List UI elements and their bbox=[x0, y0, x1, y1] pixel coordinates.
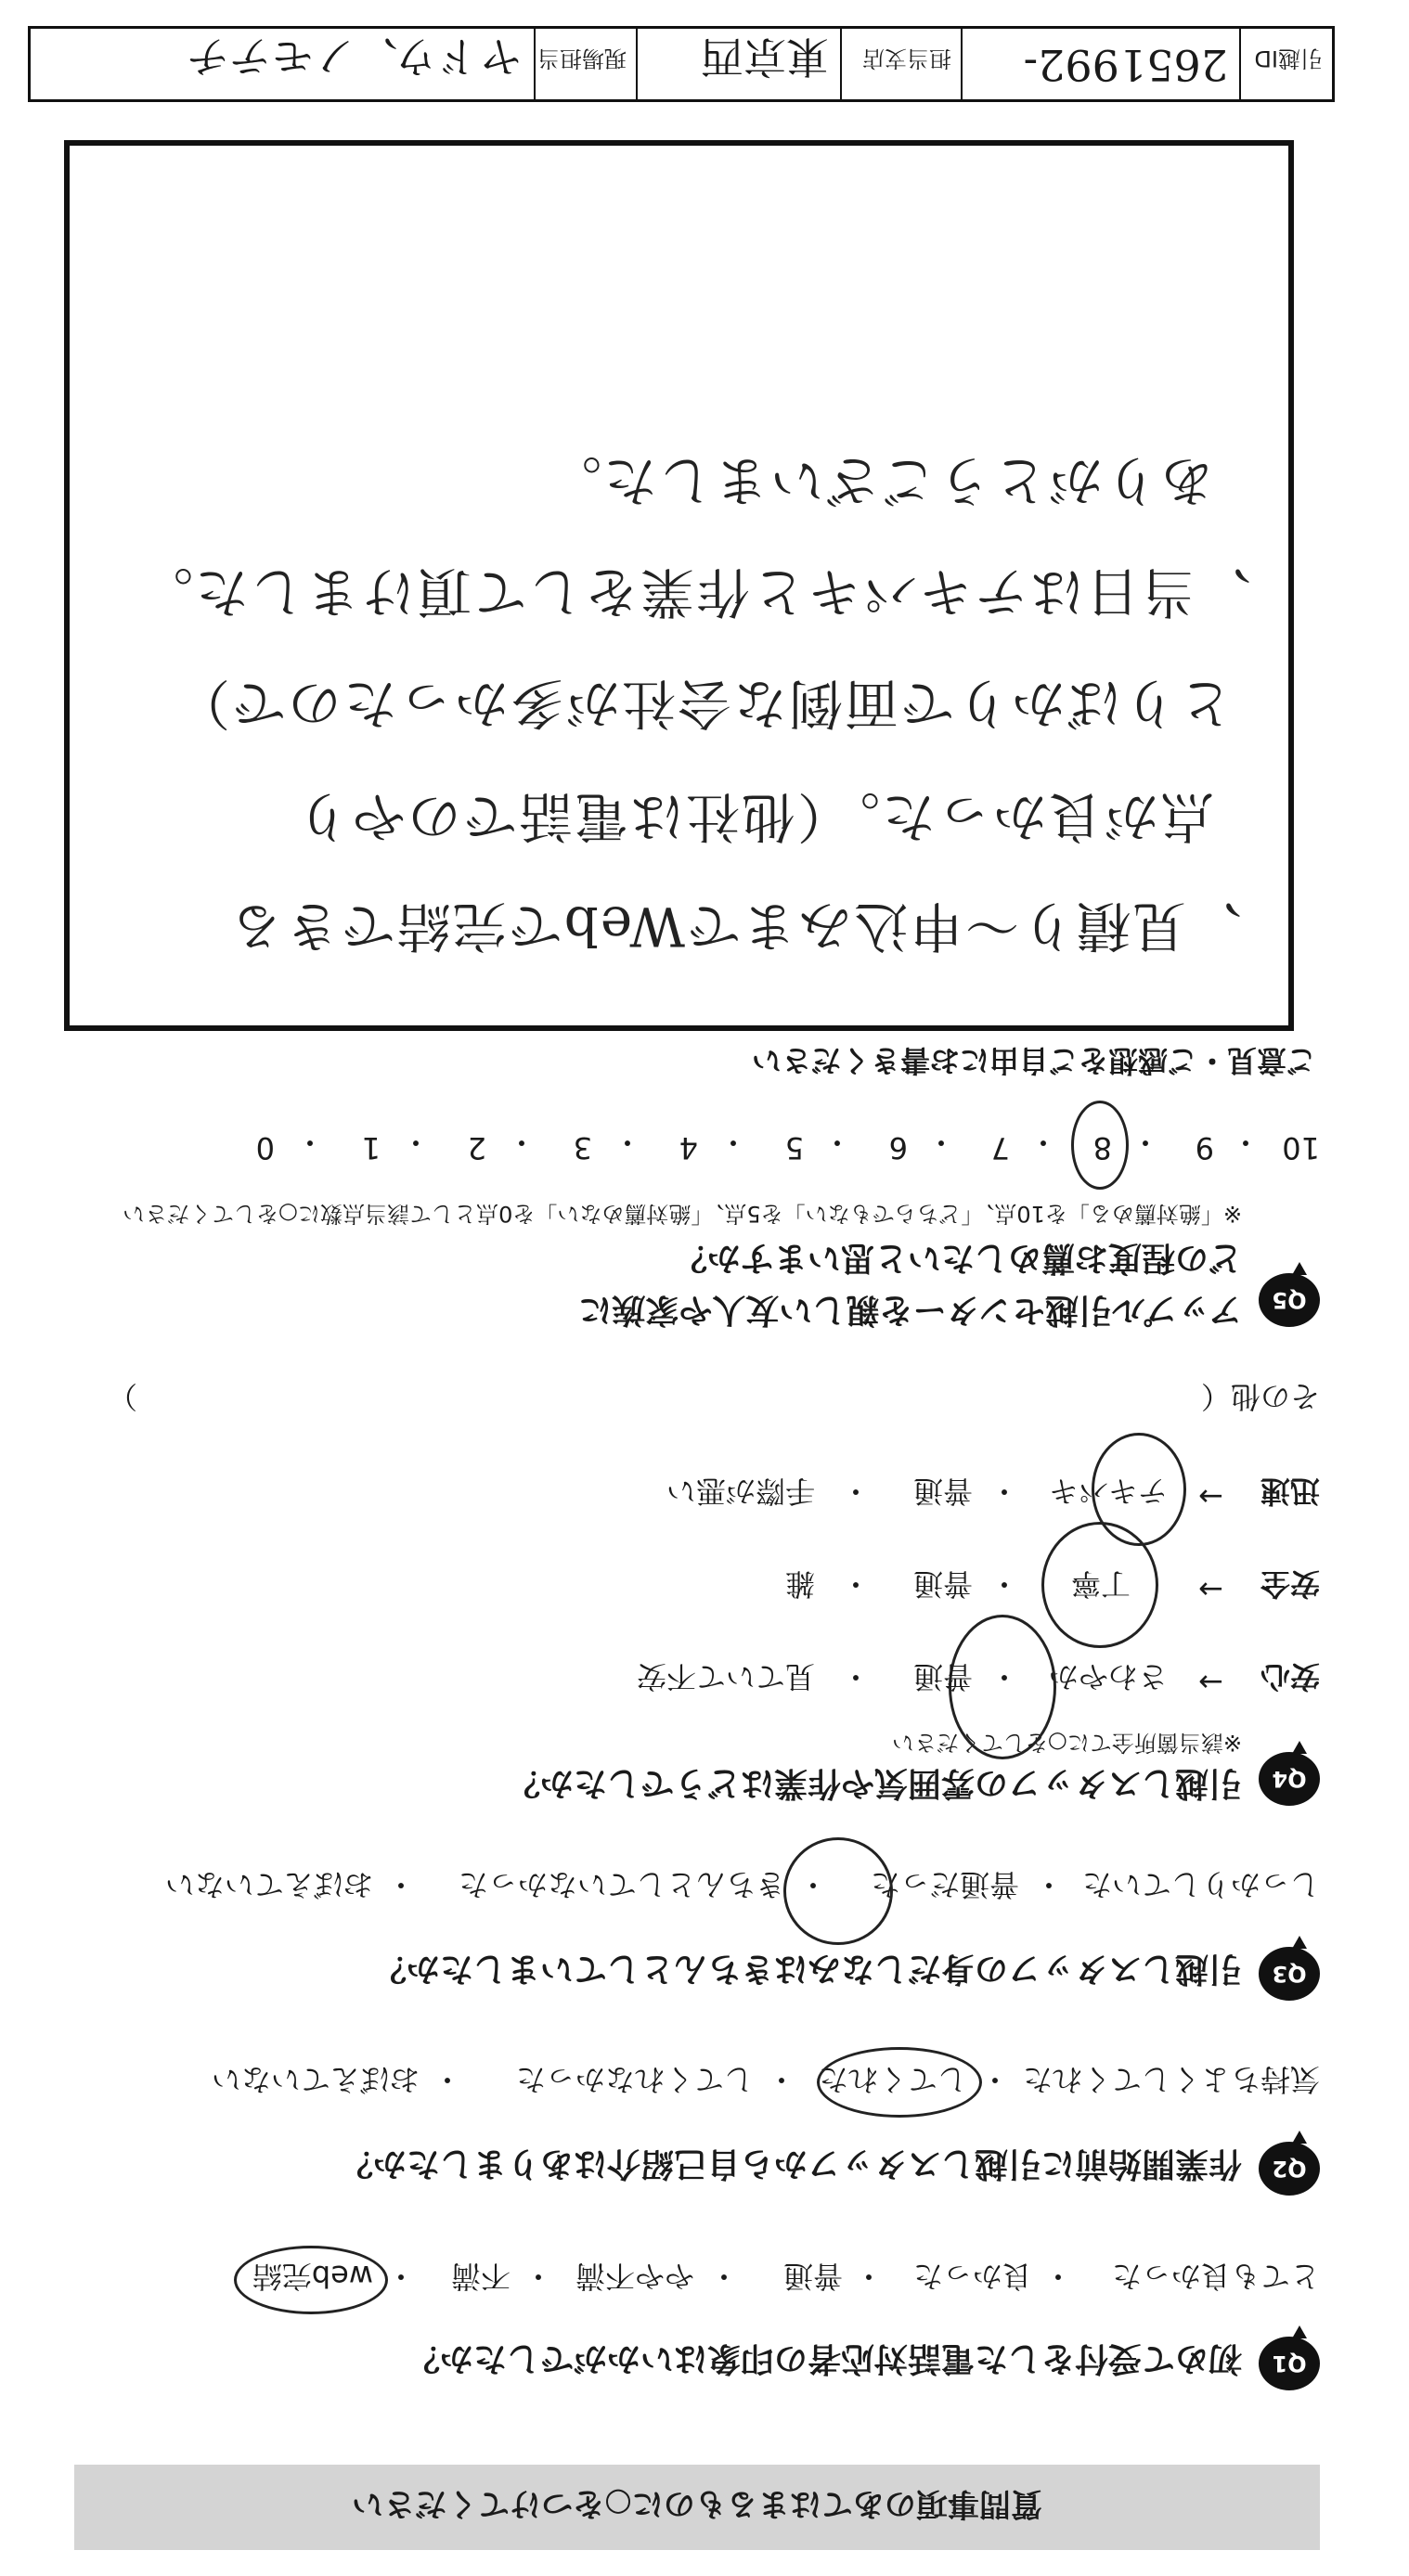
option-separator: ・ bbox=[1130, 1125, 1160, 1160]
q4-option[interactable]: 雑 bbox=[784, 1566, 815, 1602]
staff-info-table bbox=[28, 26, 1335, 102]
id-label-cell bbox=[1239, 29, 1332, 99]
q1-badge-icon: Q1 bbox=[1259, 2337, 1320, 2390]
q2-option[interactable]: 気持ちよくしてくれた bbox=[1022, 2062, 1320, 2097]
q5-note: ※「絶対薦める」を10点、「どちらでもない」を5点、「絶対薦めない」を0点として該当点数に○をしてください bbox=[123, 1201, 1242, 1227]
q1-question: 初めて受付をした電話対応者の印象はいかがでしたか？ bbox=[406, 2339, 1242, 2377]
row-label: 安全 bbox=[1260, 1566, 1320, 1602]
comment-line: とりばかりで面倒な会社が多かったので） bbox=[174, 672, 1233, 735]
option-separator: ・ bbox=[717, 1125, 748, 1160]
score-option[interactable]: 0 bbox=[255, 1130, 275, 1166]
branch-value-cell bbox=[636, 29, 840, 99]
arrow-icon: → bbox=[1198, 1572, 1223, 1607]
option-separator: ・ bbox=[385, 1867, 416, 1902]
option-separator: ・ bbox=[840, 1566, 871, 1602]
score-option-selected[interactable]: 8 bbox=[1092, 1130, 1112, 1166]
q5-badge-icon: Q5 bbox=[1259, 1273, 1320, 1327]
q2-option[interactable]: してくれなかった bbox=[515, 2062, 754, 2097]
id-value: 2651992- bbox=[1023, 40, 1228, 90]
q2-badge-icon: Q2 bbox=[1259, 2142, 1320, 2196]
option-separator: ・ bbox=[294, 1125, 325, 1160]
option-separator: ・ bbox=[821, 1125, 852, 1160]
q4-note: ※該当箇所全てに○をしてください bbox=[891, 1730, 1242, 1756]
arrow-icon: → bbox=[1198, 1479, 1223, 1514]
selection-circle bbox=[1092, 1433, 1186, 1546]
option-separator: ・ bbox=[506, 1125, 536, 1160]
q3-option-selected[interactable]: 普通だった bbox=[870, 1867, 1019, 1902]
q4-option-selected[interactable]: テキパキ bbox=[1048, 1474, 1168, 1509]
comment-line: ありがとうございました。 bbox=[545, 449, 1214, 512]
score-option[interactable]: 7 bbox=[990, 1130, 1010, 1166]
q3-question: 引越しスタッフの身だしなみはきちんとしていましたか？ bbox=[372, 1950, 1242, 1988]
score-option[interactable]: 1 bbox=[361, 1130, 381, 1166]
q2-question: 作業開始前に引越しスタッフから自己紹介はありましたか？ bbox=[339, 2145, 1242, 2183]
leader-label-cell bbox=[534, 29, 636, 99]
score-option[interactable]: 9 bbox=[1195, 1130, 1214, 1166]
comment-line: 、見積り〜申込みまでWebで完結できる bbox=[227, 895, 1242, 958]
branch-value: 東京西 bbox=[701, 32, 829, 82]
option-separator: ・ bbox=[840, 1659, 871, 1694]
option-separator: ・ bbox=[708, 2259, 739, 2294]
id-value-cell bbox=[961, 29, 1239, 99]
option-separator: ・ bbox=[432, 2062, 462, 2097]
q4-option[interactable]: 普通 bbox=[912, 1566, 973, 1602]
q1-option[interactable]: やや不満 bbox=[575, 2259, 694, 2294]
arrow-icon: → bbox=[1198, 1665, 1223, 1700]
option-separator: ・ bbox=[523, 2259, 553, 2294]
q3-option[interactable]: おぼえていない bbox=[164, 1867, 373, 1902]
comment-box[interactable] bbox=[64, 140, 1294, 1031]
q4-option[interactable]: 普通 bbox=[912, 1659, 973, 1694]
q5-question-line1: アップル引越センターを親しい友人や家族に bbox=[578, 1291, 1242, 1329]
score-option[interactable]: 4 bbox=[679, 1130, 698, 1166]
q1-option-selected[interactable]: web完結 bbox=[252, 2259, 373, 2294]
q4-badge-icon: Q4 bbox=[1259, 1752, 1320, 1806]
q5-question-line2: どの程度お薦めしたいと思いますか？ bbox=[673, 1239, 1242, 1277]
q1-option[interactable]: 不満 bbox=[450, 2259, 511, 2294]
selection-circle bbox=[1071, 1101, 1129, 1190]
leader-value-cell bbox=[31, 29, 534, 99]
leader-value: ヤドウ、ノモテチ bbox=[186, 32, 523, 82]
selection-circle bbox=[817, 2047, 982, 2118]
option-separator: ・ bbox=[989, 1474, 1019, 1509]
q4-option[interactable]: 見ていて不安 bbox=[636, 1659, 815, 1694]
option-separator: ・ bbox=[400, 1125, 431, 1160]
option-separator: ・ bbox=[1028, 1125, 1058, 1160]
q4-option[interactable]: 手際が悪い bbox=[666, 1474, 815, 1509]
score-option[interactable]: 10 bbox=[1282, 1130, 1320, 1166]
q1-option[interactable]: 普通 bbox=[782, 2259, 843, 2294]
score-option[interactable]: 2 bbox=[467, 1130, 486, 1166]
option-separator: ・ bbox=[766, 2062, 796, 2097]
id-label: 引越ID bbox=[1254, 45, 1323, 71]
score-option[interactable]: 3 bbox=[573, 1130, 592, 1166]
option-separator: ・ bbox=[1042, 2259, 1073, 2294]
q4-option[interactable]: 普通 bbox=[912, 1474, 973, 1509]
option-separator: ・ bbox=[989, 1659, 1019, 1694]
selection-circle bbox=[234, 2246, 388, 2314]
comment-line: 点が良かった。（他社は電話でのやり bbox=[293, 785, 1214, 848]
option-separator: ・ bbox=[385, 2259, 416, 2294]
other-label: その他（ bbox=[1200, 1379, 1320, 1414]
score-option[interactable]: 6 bbox=[888, 1130, 908, 1166]
q3-badge-icon: Q3 bbox=[1259, 1947, 1320, 2001]
score-option[interactable]: 5 bbox=[784, 1130, 804, 1166]
option-separator: ・ bbox=[797, 1867, 828, 1902]
comment-title: ご意見・ご感想をご自由にお書きください bbox=[751, 1043, 1316, 1078]
row-label: 安心 bbox=[1260, 1659, 1320, 1694]
comment-line: 、当日はテキパキと作業をして頂けました。 bbox=[136, 560, 1251, 624]
option-separator: ・ bbox=[1033, 1867, 1064, 1902]
option-separator: ・ bbox=[925, 1125, 956, 1160]
leader-label: 現場担当 bbox=[537, 45, 627, 71]
q4-option-selected[interactable]: さわやか bbox=[1048, 1659, 1168, 1694]
other-close: ） bbox=[107, 1379, 137, 1414]
q1-option[interactable]: とても良かった bbox=[1111, 2259, 1320, 2294]
branch-label-cell bbox=[840, 29, 961, 99]
row-label: 迅速 bbox=[1260, 1474, 1320, 1509]
option-separator: ・ bbox=[989, 1566, 1019, 1602]
option-separator: ・ bbox=[979, 2062, 1010, 2097]
option-separator: ・ bbox=[853, 2259, 884, 2294]
q4-option-selected[interactable]: 丁寧 bbox=[1070, 1566, 1131, 1602]
branch-label: 担当支店 bbox=[862, 45, 951, 71]
instruction-band bbox=[74, 2465, 1320, 2550]
q3-option[interactable]: きちんとしていなかった bbox=[458, 1867, 785, 1902]
option-separator: ・ bbox=[840, 1474, 871, 1509]
instruction-text: 質問事項のあてはまるものに○をつけてください bbox=[352, 2485, 1042, 2522]
q1-option[interactable]: 良かった bbox=[912, 2259, 1032, 2294]
q2-option-selected[interactable]: してくれた bbox=[818, 2062, 967, 2097]
option-separator: ・ bbox=[612, 1125, 642, 1160]
option-separator: ・ bbox=[1230, 1125, 1260, 1160]
q3-option[interactable]: しっかりしていた bbox=[1081, 1867, 1320, 1902]
q2-option[interactable]: おぼえていない bbox=[211, 2062, 420, 2097]
q4-question: 引越しスタッフの雰囲気や作業はどうでしたか？ bbox=[506, 1764, 1242, 1802]
